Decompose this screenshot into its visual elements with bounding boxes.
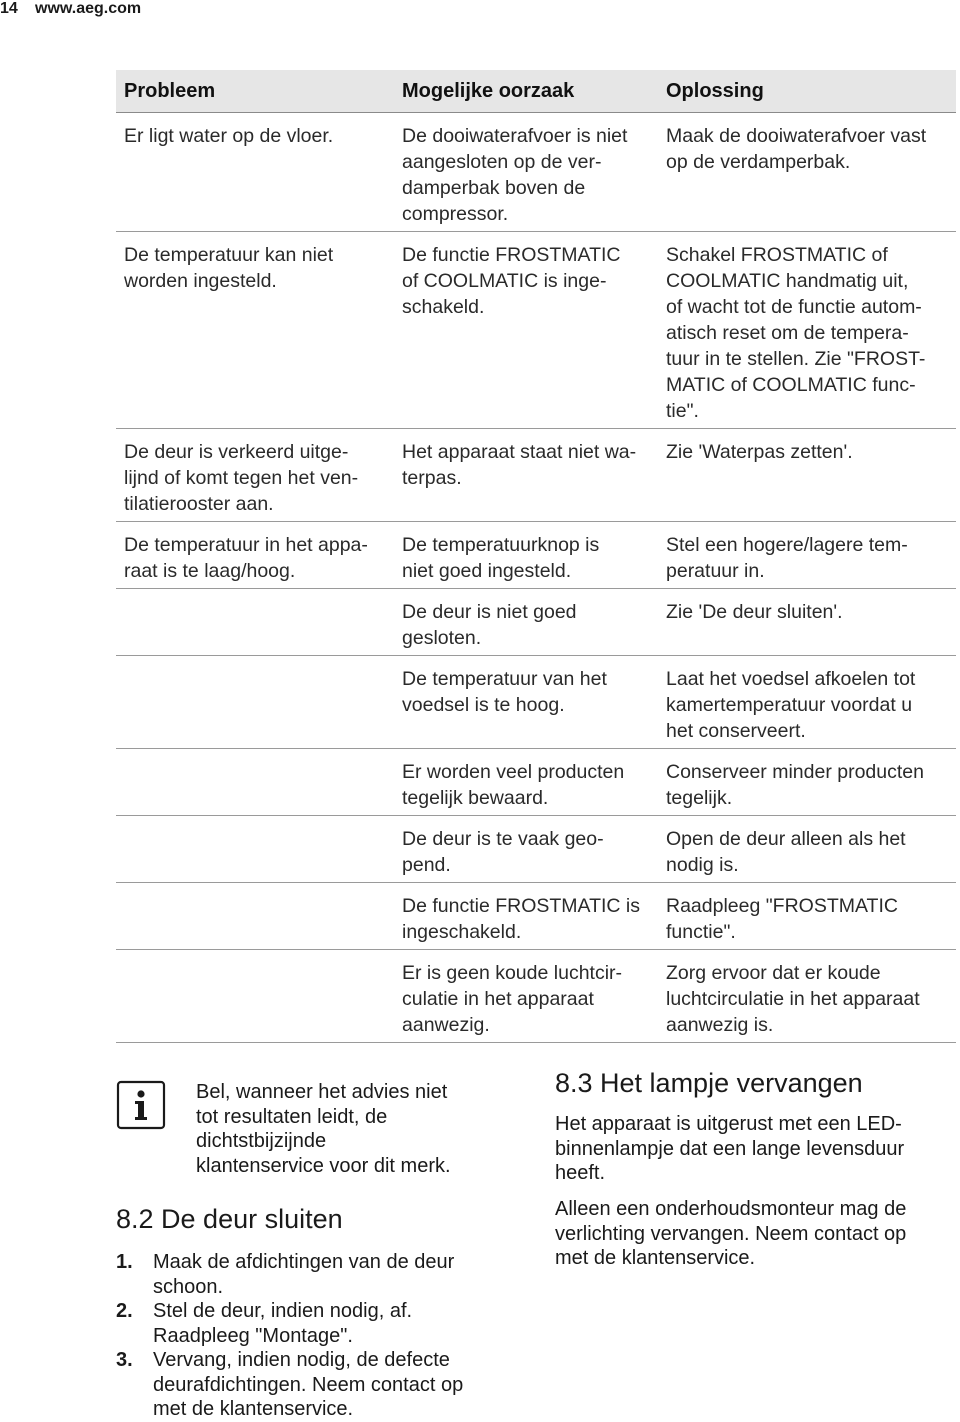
solution-cell: Schakel FROSTMATIC of COOLMATIC handmatig uit, of wacht tot de functie autom- atisch reset om de tempera- tuur in te stellen. Zie "FROST- MATIC of COOLMATIC func- tie". <box>666 244 926 422</box>
page-number: 14 <box>0 0 18 17</box>
troubleshooting-table <box>116 70 956 1043</box>
table-row <box>116 883 956 950</box>
problem-cell <box>116 656 394 748</box>
cause-cell: De functie FROSTMATIC is ingeschakeld. <box>402 895 641 943</box>
list-item <box>116 1299 536 1348</box>
cause-cell: De dooiwaterafvoer is niet aangesloten op de ver- damperbak boven de compressor. <box>402 125 628 225</box>
table-row <box>116 656 956 749</box>
cause-cell: Er worden veel producten tegelijk bewaard. <box>402 761 625 809</box>
table-row <box>116 950 956 1043</box>
step-number: 3. <box>116 1349 133 1371</box>
table-row <box>116 816 956 883</box>
problem-cell <box>116 749 394 815</box>
table-header-row <box>116 70 956 113</box>
column-header-problem: Probleem <box>124 80 216 102</box>
cause-cell: Er is geen koude luchtcir- culatie in het apparaat aanwezig. <box>402 962 623 1036</box>
solution-cell: Conserveer minder producten tegelijk. <box>666 761 924 809</box>
problem-cell <box>116 883 394 949</box>
problem-cell: De temperatuur kan niet worden ingesteld. <box>124 244 334 292</box>
step-number: 1. <box>116 1251 133 1273</box>
section-8-2-title: 8.2 De deur sluiten <box>116 1204 343 1234</box>
step-text: Vervang, indien nodig, de defecte deurafdichtingen. Neem contact op met de klantenservice. <box>153 1349 464 1420</box>
solution-cell: Raadpleeg "FROSTMATIC functie". <box>666 895 898 943</box>
cause-cell: De deur is te vaak geo- pend. <box>402 828 604 876</box>
problem-cell: Er ligt water op de vloer. <box>124 125 334 147</box>
step-text: Maak de afdichtingen van de deur schoon. <box>153 1251 455 1298</box>
solution-cell: Zie 'Waterpas zetten'. <box>666 441 853 463</box>
problem-cell: De deur is verkeerd uitge- lijnd of komt tegen het ven- tilatierooster aan. <box>124 441 359 515</box>
solution-cell: Open de deur alleen als het nodig is. <box>666 828 906 876</box>
cause-cell: De deur is niet goed gesloten. <box>402 601 577 649</box>
table-row <box>116 589 956 656</box>
page-header <box>0 0 960 24</box>
cause-cell: Het apparaat staat niet wa- terpas. <box>402 441 637 489</box>
table-row <box>116 113 956 232</box>
info-note-text: Bel, wanneer het advies niet tot resultaten leidt, de dichtstbijzijnde klantenservice voor dit merk. <box>196 1081 451 1177</box>
section-8-3-paragraph-1: Het apparaat is uitgerust met een LED- binnenlampje dat een lange levensduur heeft. <box>555 1113 905 1184</box>
door-closing-steps <box>116 1250 536 1422</box>
table-row <box>116 232 956 429</box>
info-icon <box>116 1080 166 1130</box>
solution-cell: Zie 'De deur sluiten'. <box>666 601 843 623</box>
column-header-cause: Mogelijke oorzaak <box>402 80 575 102</box>
table-row <box>116 429 956 522</box>
problem-cell <box>116 950 394 1042</box>
section-8-3-title: 8.3 Het lampje vervangen <box>555 1068 863 1098</box>
solution-cell: Stel een hogere/lagere tem- peratuur in. <box>666 534 908 582</box>
step-text: Stel de deur, indien nodig, af. Raadpleeg "Montage". <box>153 1300 413 1347</box>
cause-cell: De temperatuurknop is niet goed ingesteld. <box>402 534 600 582</box>
website-url: www.aeg.com <box>35 0 142 17</box>
list-item <box>116 1250 536 1299</box>
column-header-solution: Oplossing <box>666 80 764 102</box>
list-item <box>116 1348 536 1422</box>
section-8-3-paragraph-2: Alleen een onderhoudsmonteur mag de verlichting vervangen. Neem contact op met de klantenservice. <box>555 1198 907 1269</box>
solution-cell: Zorg ervoor dat er koude luchtcirculatie in het apparaat aanwezig is. <box>666 962 920 1036</box>
cause-cell: De functie FROSTMATIC of COOLMATIC is inge- schakeld. <box>402 244 621 318</box>
cause-cell: De temperatuur van het voedsel is te hoog. <box>402 668 607 716</box>
problem-cell <box>116 816 394 882</box>
table-row <box>116 749 956 816</box>
solution-cell: Maak de dooiwaterafvoer vast op de verdamperbak. <box>666 125 927 173</box>
table-row <box>116 522 956 589</box>
problem-cell <box>116 589 394 655</box>
solution-cell: Laat het voedsel afkoelen tot kamertemperatuur voordat u het conserveert. <box>666 668 916 742</box>
step-number: 2. <box>116 1300 133 1322</box>
problem-cell: De temperatuur in het appa- raat is te laag/hoog. <box>124 534 368 582</box>
